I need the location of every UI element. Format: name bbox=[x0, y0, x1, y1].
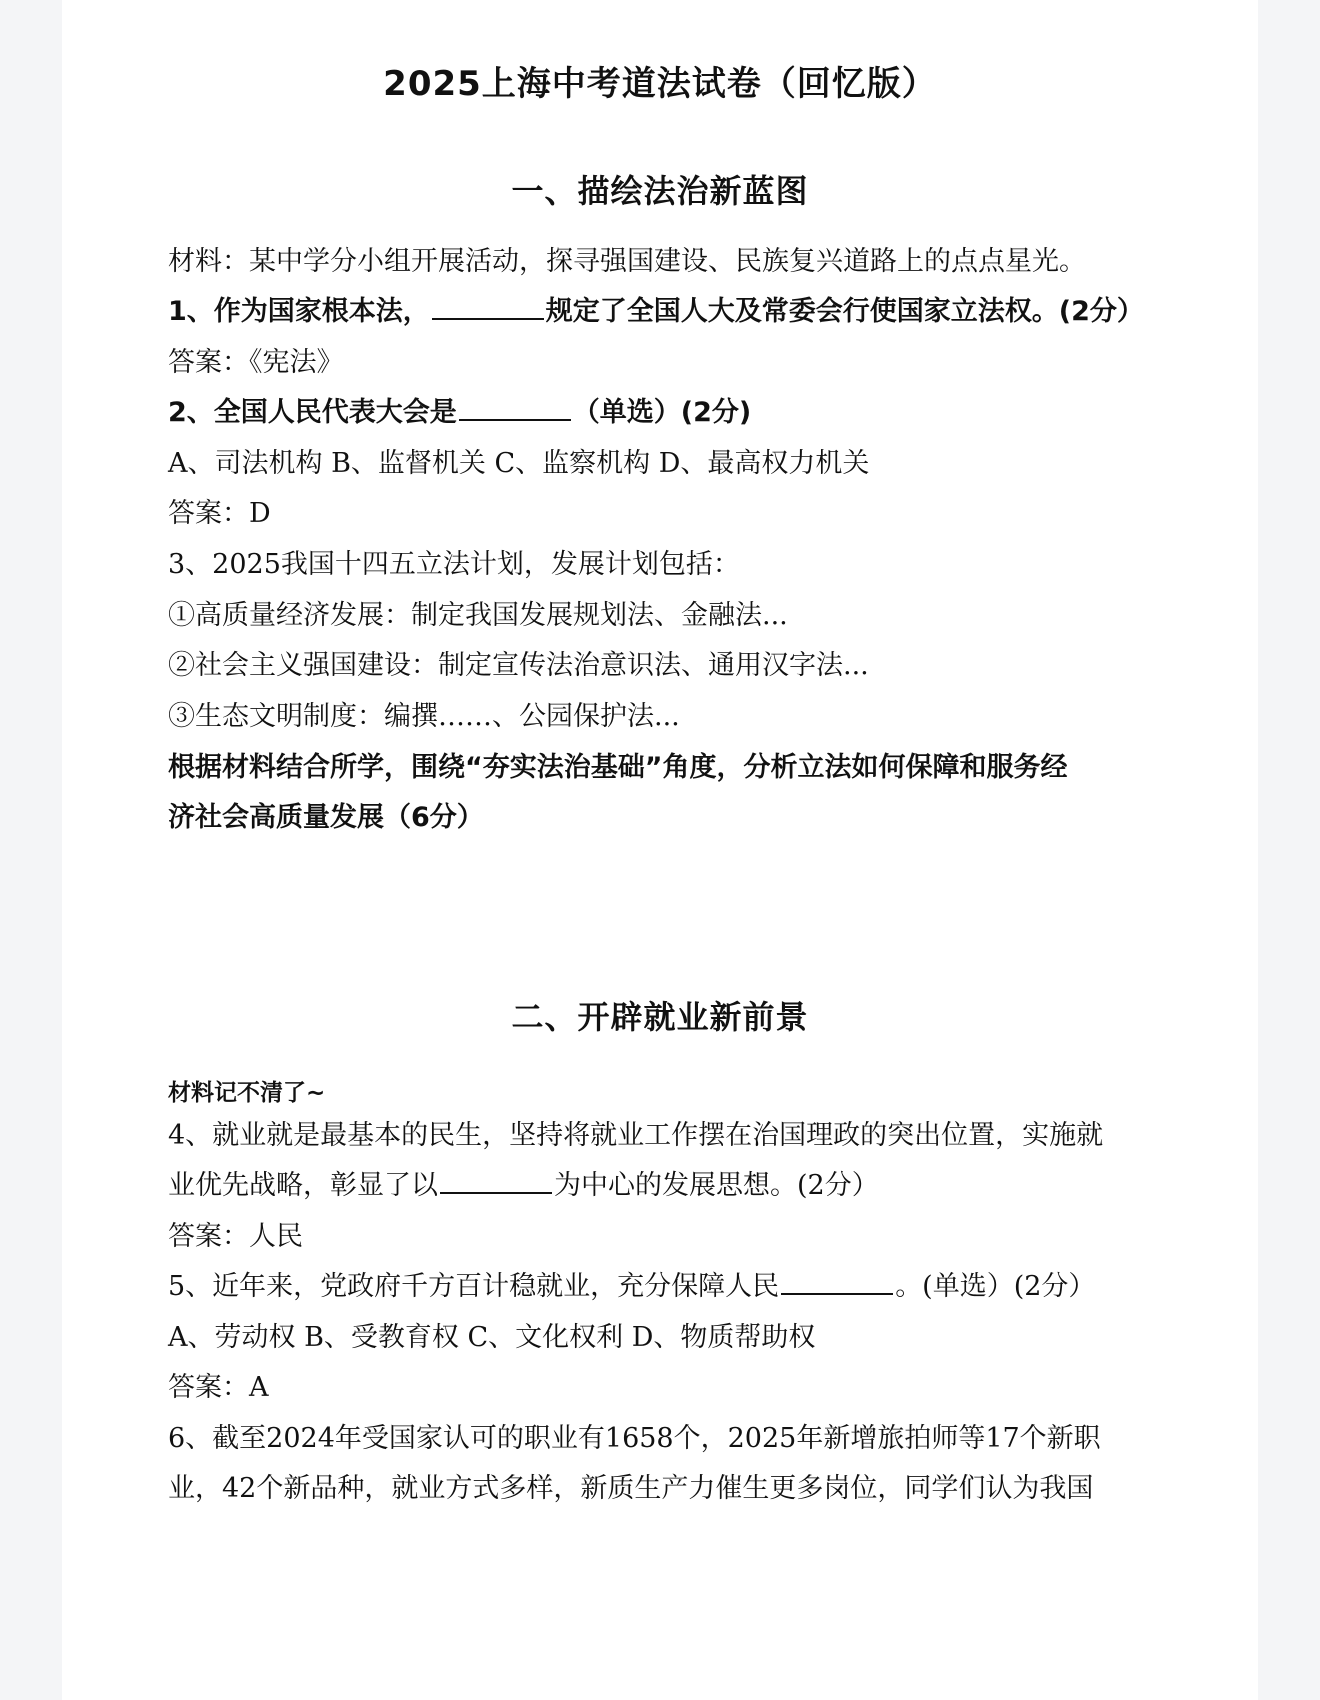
question-1-text-before: 1、作为国家根本法， bbox=[168, 296, 430, 327]
question-3-prompt-line-1: 根据材料结合所学，围绕“夯实法治基础”角度，分析立法如何保障和服务经 bbox=[168, 752, 1068, 783]
question-2-text-after: （单选）(2分) bbox=[572, 397, 752, 428]
question-1 bbox=[168, 292, 1208, 332]
question-1-text-after: 规定了全国人大及常委会行使国家立法权。(2分） bbox=[545, 296, 1144, 327]
section-heading-1: 一、描绘法治新蓝图 bbox=[511, 172, 809, 210]
question-6-line-1: 6、截至2024年受国家认可的职业有1658个，2025年新增旅拍师等17个新职 bbox=[168, 1423, 1101, 1454]
answer-5: 答案：A bbox=[168, 1372, 269, 1403]
section-heading-2: 二、开辟就业新前景 bbox=[511, 998, 809, 1036]
question-5-text-before: 5、近年来，党政府千方百计稳就业，充分保障人民 bbox=[168, 1271, 780, 1302]
answer-blank bbox=[440, 1166, 552, 1194]
question-6-line-2: 业，42个新品种，就业方式多样，新质生产力催生更多岗位，同学们认为我国 bbox=[168, 1473, 1094, 1504]
question-3-item-1: ①高质量经济发展：制定我国发展规划法、金融法... bbox=[168, 600, 788, 631]
answer-2: 答案：D bbox=[168, 498, 271, 529]
question-3-item-3: ③生态文明制度：编撰……、公园保护法... bbox=[168, 701, 680, 732]
question-5-text-after: 。(单选）(2分） bbox=[895, 1271, 1096, 1302]
question-2-options: A、司法机构 B、监督机关 C、监察机构 D、最高权力机关 bbox=[168, 448, 870, 479]
material-text-2: 材料记不清了~ bbox=[168, 1080, 326, 1106]
answer-blank bbox=[781, 1267, 893, 1295]
question-5 bbox=[168, 1267, 1208, 1307]
exam-paper bbox=[62, 0, 1258, 1700]
answer-1: 答案：《宪法》 bbox=[168, 347, 344, 378]
question-3-item-2: ②社会主义强国建设：制定宣传法治意识法、通用汉字法... bbox=[168, 650, 869, 681]
question-5-options: A、劳动权 B、受教育权 C、文化权利 D、物质帮助权 bbox=[168, 1322, 816, 1353]
answer-blank bbox=[432, 292, 544, 320]
question-3-intro: 3、2025我国十四五立法计划，发展计划包括： bbox=[168, 549, 740, 580]
question-2-text-before: 2、全国人民代表大会是 bbox=[168, 397, 457, 428]
question-4-text-after: 为中心的发展思想。(2分） bbox=[554, 1170, 879, 1201]
question-4-line-2 bbox=[168, 1166, 1208, 1206]
question-3-prompt-line-2: 济社会高质量发展（6分） bbox=[168, 802, 484, 833]
answer-blank bbox=[459, 393, 571, 421]
material-text-1: 材料：某中学分小组开展活动，探寻强国建设、民族复兴道路上的点点星光。 bbox=[168, 246, 1086, 277]
question-4-line-1: 4、就业就是最基本的民生，坚持将就业工作摆在治国理政的突出位置，实施就 bbox=[168, 1120, 1104, 1151]
document-title: 2025上海中考道法试卷（回忆版） bbox=[383, 64, 937, 104]
question-2 bbox=[168, 393, 1208, 433]
answer-4: 答案：人民 bbox=[168, 1221, 303, 1252]
question-4-text-before: 业优先战略，彰显了以 bbox=[168, 1170, 438, 1201]
